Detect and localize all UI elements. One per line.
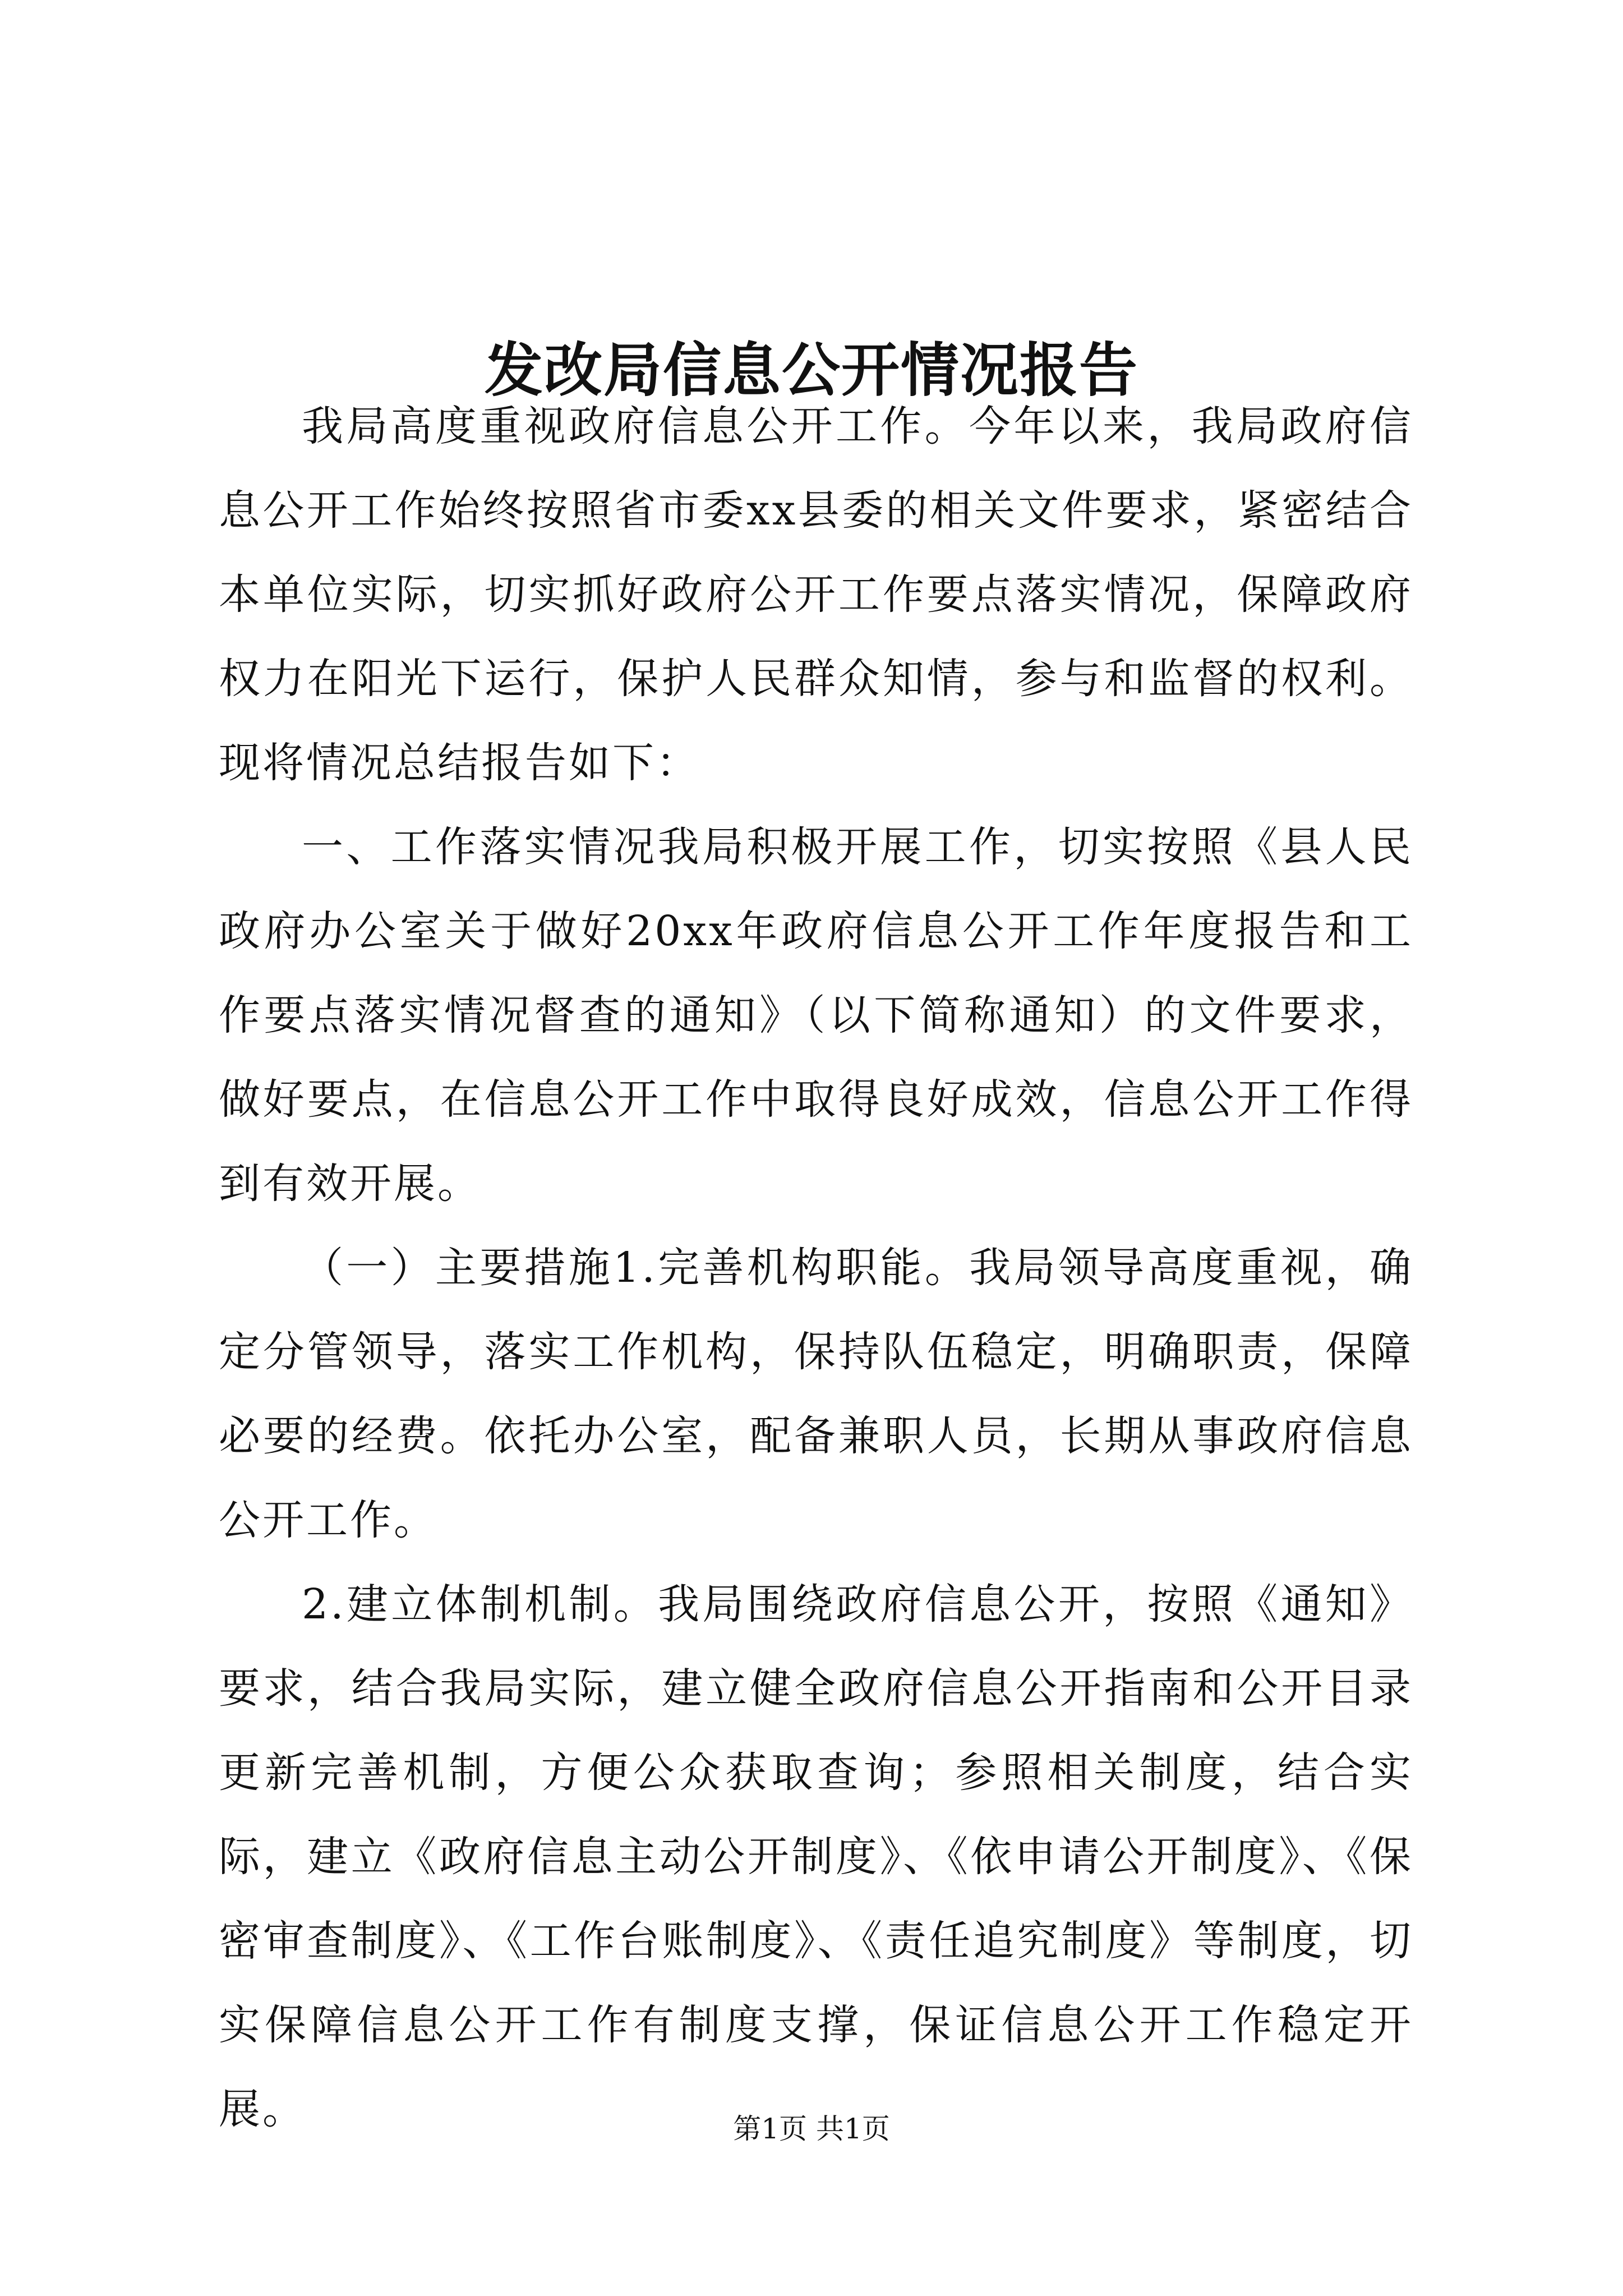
document-title: 发改局信息公开情况报告 xyxy=(484,335,1138,404)
paragraph-section-1: 一、工作落实情况我局积极开展工作，切实按照《县人民政府办公室关于做好20xx年政府信息公开工作年度报告和工作要点落实情况督查的通知》（以下简称通知）的文件要求，做好要点，在信息公开工作中取得良好成效，信息公开工作得到有效开展。 xyxy=(219,823,1413,1208)
document-body xyxy=(219,384,1413,2151)
paragraph-intro: 我局高度重视政府信息公开工作。今年以来，我局政府信息公开工作始终按照省市委xx县委的相关文件要求，紧密结合本单位实际，切实抓好政府公开工作要点落实情况，保障政府权力在阳光下运行，保护人民群众知情，参与和监督的权利。现将情况总结报告如下： xyxy=(219,402,1413,787)
paragraph-measures-1: （一）主要措施1.完善机构职能。我局领导高度重视，确定分管领导，落实工作机构，保持队伍稳定，明确职责，保障必要的经费。依托办公室，配备兼职人员，长期从事政府信息公开工作。 xyxy=(219,1244,1413,1544)
page-footer: 第1页 共1页 xyxy=(733,2113,890,2145)
paragraph-measures-2: 2.建立体制机制。我局围绕政府信息公开，按照《通知》要求，结合我局实际，建立健全政府信息公开指南和公开目录更新完善机制，方便公众获取查询；参照相关制度，结合实际，建立《政府信息主动公开制度》、《依申请公开制度》、《保密审查制度》、《工作台账制度》、《责任追究制度》等制度，切实保障信息公开工作有制度支撑，保证信息公开工作稳定开展。 xyxy=(219,1580,1413,2133)
